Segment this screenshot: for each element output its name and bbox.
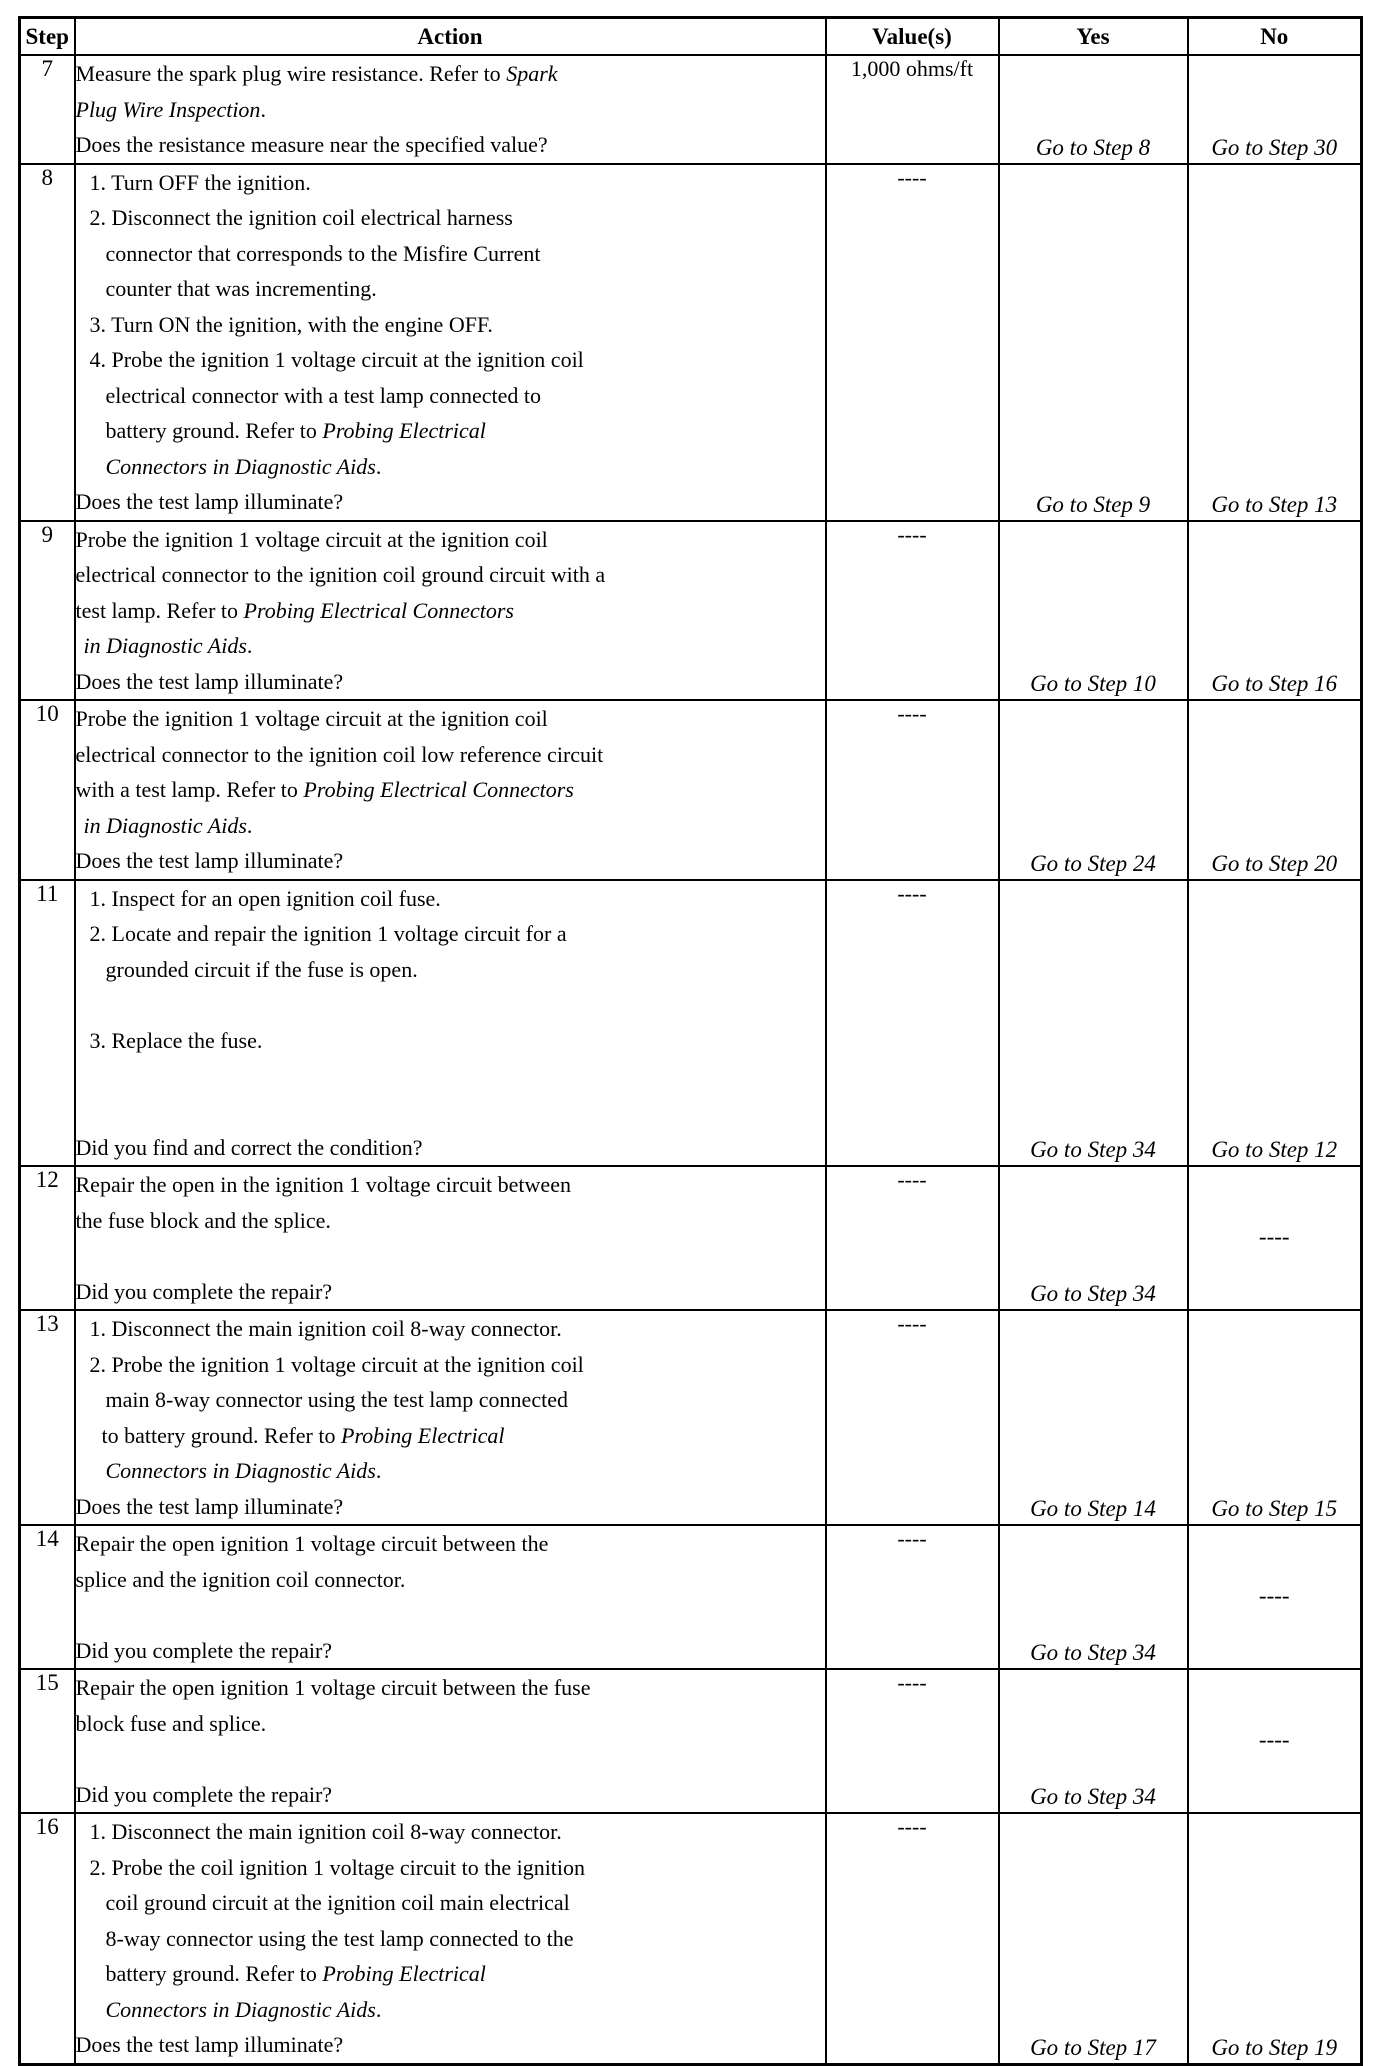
action-reference-link[interactable]: Probing Electrical: [322, 1961, 486, 1986]
no-cell: [1188, 880, 1362, 1167]
action-substep: 3. Replace the fuse.: [89, 1027, 263, 1053]
no-cell: [1188, 1813, 1362, 2064]
header-values: Value(s): [826, 18, 999, 56]
step-number: 16: [20, 1813, 75, 2064]
action-text: electrical connector to the ignition coil ground circuit with a: [75, 562, 606, 587]
yes-goto: Go to Step 34: [1030, 1281, 1156, 1306]
yes-cell: [999, 880, 1188, 1167]
action-cell: [75, 1166, 826, 1310]
action-text: with a test lamp. Refer to: [75, 777, 304, 802]
action-cell: [75, 1525, 826, 1669]
action-text: electrical connector to the ignition coil low reference circuit: [75, 741, 604, 767]
action-text: splice and the ignition coil connector.: [75, 1566, 406, 1592]
yes-goto: Go to Step 9: [1035, 491, 1151, 517]
no-goto: Go to Step 16: [1211, 671, 1338, 696]
action-text: test lamp. Refer to: [75, 597, 244, 623]
no-goto: Go to Step 20: [1211, 850, 1338, 876]
action-substep-cont: counter that was incrementing.: [105, 276, 377, 301]
step-number: 7: [20, 55, 75, 164]
no-goto: Go to Step 19: [1211, 2034, 1338, 2060]
yes-cell: [999, 1166, 1188, 1310]
action-reference-link[interactable]: Probing Electrical: [341, 1422, 505, 1448]
header-step: Step: [20, 18, 75, 56]
action-cell: [75, 700, 826, 880]
action-question: Does the test lamp illuminate?: [75, 1493, 344, 1519]
action-question: Did you complete the repair?: [75, 1637, 333, 1663]
action-question: Does the resistance measure near the specified value?: [75, 132, 548, 157]
no-goto: Go to Step 15: [1211, 1496, 1338, 1521]
action-text: to battery ground. Refer to: [101, 1422, 341, 1448]
yes-cell: [999, 1310, 1188, 1525]
value-cell: ----: [826, 700, 999, 880]
action-substep: 1. Inspect for an open ignition coil fuse.: [89, 885, 441, 911]
no-cell: [1188, 1310, 1362, 1525]
action-substep: 2. Disconnect the ignition coil electrical harness: [89, 205, 513, 230]
yes-goto: Go to Step 24: [1030, 850, 1156, 876]
action-substep: 2. Probe the ignition 1 voltage circuit at the ignition coil: [89, 1351, 584, 1377]
action-reference-link[interactable]: Connectors in Diagnostic Aids: [105, 453, 376, 479]
action-cell: [75, 1813, 826, 2064]
no-cell: [1188, 1669, 1362, 1813]
value-cell: 1,000 ohms/ft: [826, 55, 999, 164]
step-number: 11: [20, 880, 75, 1167]
action-question: Does the test lamp illuminate?: [75, 848, 344, 873]
no-cell: [1188, 700, 1362, 880]
action-question: Does the test lamp illuminate?: [75, 489, 344, 514]
action-cell: [75, 55, 826, 164]
table-row: [20, 521, 1362, 701]
action-substep-cont: connector that corresponds to the Misfire Current: [105, 240, 541, 266]
yes-goto: Go to Step 34: [1030, 1640, 1156, 1665]
action-substep: 1. Disconnect the main ignition coil 8-way connector.: [89, 1316, 562, 1341]
step-number: 9: [20, 521, 75, 701]
action-substep: 2. Probe the coil ignition 1 voltage circuit to the ignition: [89, 1854, 586, 1880]
action-text: .: [246, 633, 253, 658]
action-text: .: [375, 453, 382, 479]
yes-goto: Go to Step 8: [1035, 134, 1151, 160]
action-text: battery ground. Refer to: [105, 418, 323, 443]
action-text: Measure the spark plug wire resistance. Refer to: [75, 61, 507, 86]
action-substep-cont: electrical connector with a test lamp connected to: [105, 382, 542, 408]
yes-cell: [999, 1669, 1188, 1813]
action-reference-link[interactable]: Connectors in Diagnostic Aids: [105, 1996, 376, 2022]
action-text: the fuse block and the splice.: [75, 1207, 331, 1233]
value-cell: ----: [826, 1310, 999, 1525]
no-cell: [1188, 55, 1362, 164]
table-row: [20, 1813, 1362, 2064]
action-cell: [75, 521, 826, 701]
action-substep: 2. Locate and repair the ignition 1 voltage circuit for a: [89, 921, 567, 946]
value-cell: ----: [826, 164, 999, 521]
yes-goto: Go to Step 14: [1030, 1496, 1156, 1521]
no-goto: ----: [1258, 1727, 1290, 1752]
action-reference-link[interactable]: Probing Electrical: [322, 418, 486, 443]
action-substep: 3. Turn ON the ignition, with the engine OFF.: [89, 311, 493, 337]
header-no: No: [1188, 18, 1362, 56]
action-substep: 1. Turn OFF the ignition.: [89, 169, 311, 195]
action-reference-link[interactable]: Probing Electrical Connectors: [243, 597, 514, 623]
step-number: 12: [20, 1166, 75, 1310]
action-substep: 4. Probe the ignition 1 voltage circuit at the ignition coil: [89, 347, 584, 372]
action-text: Probe the ignition 1 voltage circuit at the ignition coil: [75, 526, 548, 552]
header-action: Action: [75, 18, 826, 56]
no-goto: ----: [1258, 1583, 1290, 1608]
step-number: 10: [20, 700, 75, 880]
action-reference-link[interactable]: in Diagnostic Aids: [83, 812, 247, 838]
table-row: [20, 880, 1362, 1167]
action-cell: [75, 164, 826, 521]
yes-cell: [999, 1525, 1188, 1669]
no-goto: Go to Step 13: [1211, 491, 1338, 517]
action-cell: [75, 1669, 826, 1813]
step-number: 14: [20, 1525, 75, 1669]
action-reference-link[interactable]: Spark: [506, 61, 558, 86]
value-cell: ----: [826, 1813, 999, 2064]
table-row: [20, 164, 1362, 521]
no-cell: [1188, 1166, 1362, 1310]
action-text: .: [375, 1458, 382, 1483]
table-row: [20, 1669, 1362, 1813]
table-row: [20, 1310, 1362, 1525]
table-row: [20, 55, 1362, 164]
no-cell: [1188, 1525, 1362, 1669]
action-text: .: [260, 96, 266, 122]
yes-goto: Go to Step 17: [1030, 2034, 1156, 2060]
action-text: battery ground. Refer to: [105, 1961, 323, 1986]
action-text: Probe the ignition 1 voltage circuit at the ignition coil: [75, 706, 548, 731]
yes-cell: [999, 55, 1188, 164]
action-question: Does the test lamp illuminate?: [75, 668, 344, 694]
table-row: [20, 1525, 1362, 1669]
table-row: [20, 1166, 1362, 1310]
action-substep-cont: coil ground circuit at the ignition coil main electrical: [105, 1890, 570, 1915]
no-goto: ----: [1258, 1224, 1290, 1249]
value-cell: ----: [826, 1166, 999, 1310]
diagnostic-table-page: [18, 16, 1360, 2060]
action-text: Repair the open ignition 1 voltage circuit between the: [75, 1531, 549, 1556]
yes-cell: [999, 1813, 1188, 2064]
step-number: 15: [20, 1669, 75, 1813]
value-cell: ----: [826, 1669, 999, 1813]
yes-goto: Go to Step 10: [1030, 671, 1156, 696]
action-question: Did you complete the repair?: [75, 1278, 333, 1304]
diagnostic-table: [18, 16, 1363, 2066]
step-number: 13: [20, 1310, 75, 1525]
action-reference-link[interactable]: in Diagnostic Aids: [83, 633, 247, 658]
action-reference-link[interactable]: Connectors in Diagnostic Aids: [105, 1458, 376, 1483]
action-substep-cont: main 8-way connector using the test lamp connected: [105, 1387, 568, 1412]
header-yes: Yes: [999, 18, 1188, 56]
no-cell: [1188, 521, 1362, 701]
yes-goto: Go to Step 34: [1030, 1784, 1156, 1809]
yes-cell: [999, 700, 1188, 880]
yes-cell: [999, 521, 1188, 701]
action-text: .: [246, 812, 253, 838]
action-text: .: [375, 1996, 382, 2022]
action-text: Repair the open ignition 1 voltage circuit between the fuse: [75, 1675, 591, 1700]
no-goto: Go to Step 30: [1211, 134, 1338, 160]
no-cell: [1188, 164, 1362, 521]
action-question: Does the test lamp illuminate?: [75, 2032, 344, 2057]
yes-goto: Go to Step 34: [1030, 1137, 1156, 1162]
value-cell: ----: [826, 521, 999, 701]
no-goto: Go to Step 12: [1211, 1137, 1338, 1162]
yes-cell: [999, 164, 1188, 521]
action-text: block fuse and splice.: [75, 1710, 267, 1736]
table-header-row: [20, 18, 1362, 56]
table-row: [20, 700, 1362, 880]
action-text: Repair the open in the ignition 1 voltage circuit between: [75, 1172, 571, 1197]
action-cell: [75, 880, 826, 1167]
action-cell: [75, 1310, 826, 1525]
action-substep: 1. Disconnect the main ignition coil 8-way connector.: [89, 1819, 562, 1844]
action-reference-link[interactable]: Plug Wire Inspection: [75, 96, 261, 122]
action-question: Did you complete the repair?: [75, 1781, 333, 1807]
value-cell: ----: [826, 1525, 999, 1669]
action-question: Did you find and correct the condition?: [75, 1134, 423, 1160]
action-substep-cont: grounded circuit if the fuse is open.: [105, 956, 418, 982]
action-reference-link[interactable]: Probing Electrical Connectors: [303, 777, 574, 802]
action-substep-cont: 8-way connector using the test lamp connected to the: [105, 1925, 574, 1951]
value-cell: ----: [826, 880, 999, 1167]
step-number: 8: [20, 164, 75, 521]
